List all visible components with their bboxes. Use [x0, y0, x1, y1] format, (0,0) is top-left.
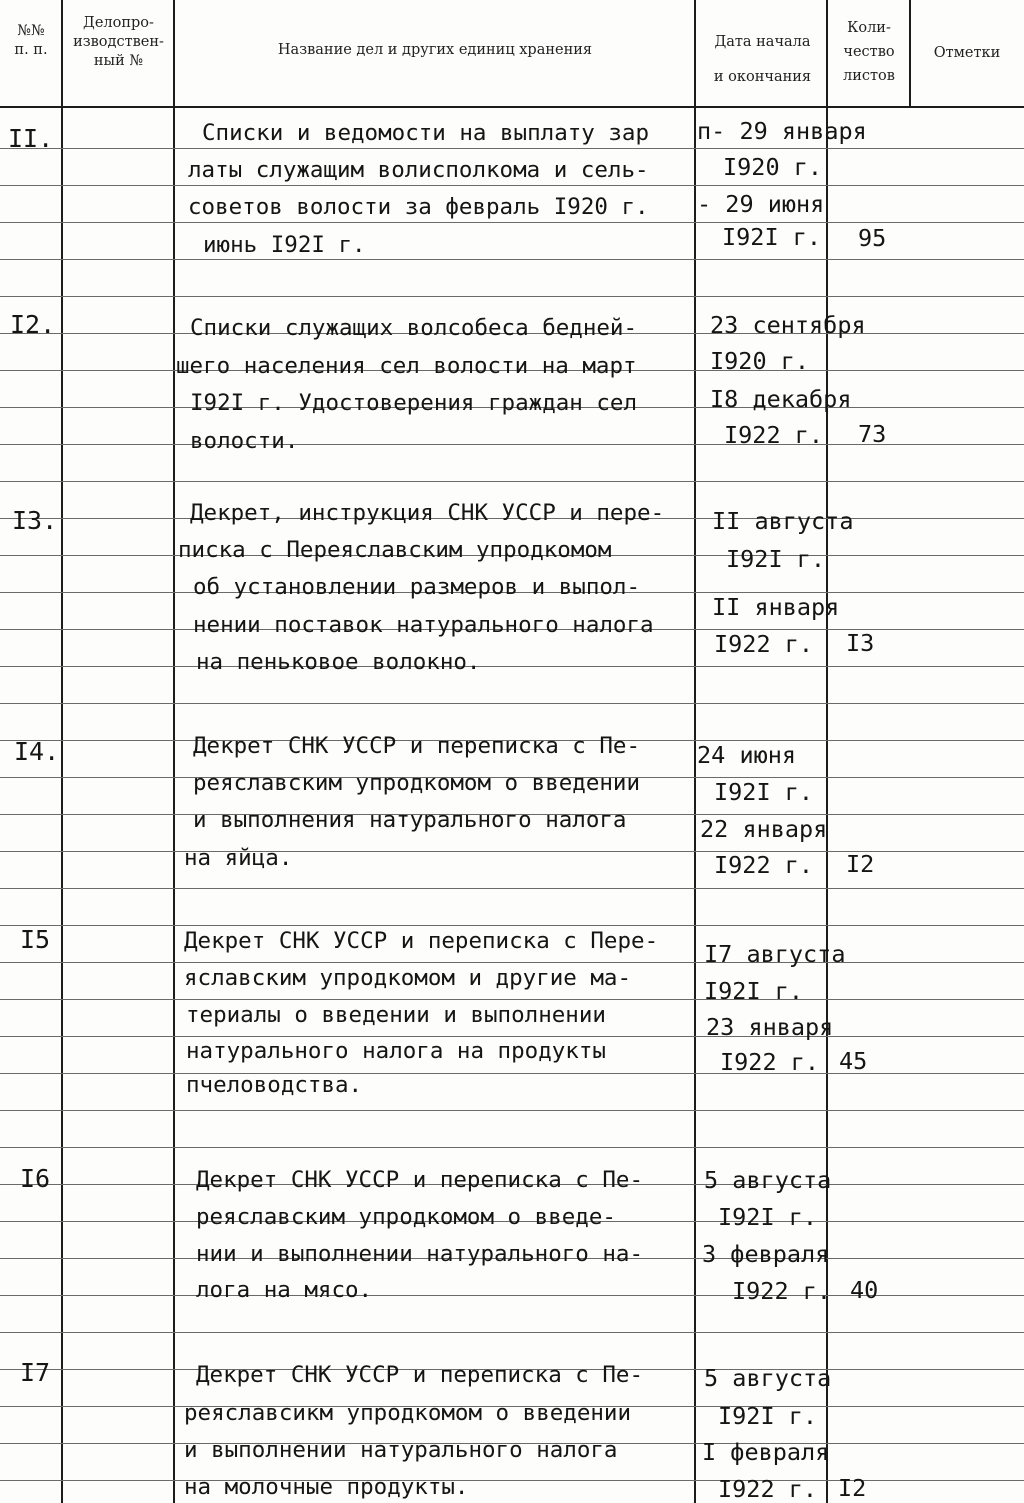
entry-date-line: I922 г.	[720, 1048, 820, 1076]
header-bottom-rule	[0, 106, 1024, 108]
entry-date-line: 23 января	[706, 1013, 834, 1041]
entry-date-line: 5 августа	[704, 1166, 832, 1194]
entry-title-line: и выполнения натурального налога	[193, 807, 627, 833]
entry-sheet-count: I3	[846, 629, 875, 657]
entry-title-line: советов волости за февраль I920 г.	[188, 194, 649, 220]
column-divider	[694, 0, 696, 1503]
entry-title-line: на молочные продукты.	[184, 1474, 469, 1500]
entry-title-line: реяславсикм упродкомом о введении	[184, 1400, 632, 1426]
entry-date-line: II января	[712, 593, 840, 621]
entry-number: II.	[8, 124, 54, 153]
entry-date-line: I8 декабря	[710, 385, 852, 413]
entry-date-line: I922 г.	[732, 1277, 832, 1305]
entry-title-line: натурального налога на продукты	[186, 1038, 606, 1064]
ruled-line	[0, 148, 1024, 149]
entry-date-line: п- 29 января	[697, 117, 867, 145]
entry-title-line: Декрет СНК УССР и переписка с Пе-	[193, 733, 641, 759]
entry-title-line: шего населения сел волости на март	[176, 353, 637, 379]
header-col-sheets-line: чество	[843, 44, 895, 60]
header-col-notes: Отметки	[933, 45, 1001, 61]
ruled-line	[0, 666, 1024, 667]
entry-title-line: об установлении размеров и выпол-	[193, 574, 641, 600]
entry-date-line: I922 г.	[718, 1475, 818, 1503]
entry-title-line: латы служащим волисполкома и сель-	[188, 157, 649, 183]
entry-title-line: териалы о введении и выполнении	[186, 1002, 606, 1028]
entry-date-line: I920 г.	[723, 153, 823, 181]
entry-date-line: I92I г.	[726, 545, 826, 573]
header-col-sheets-line: листов	[843, 68, 895, 84]
header-col-sheets	[828, 16, 910, 88]
ruled-line	[0, 481, 1024, 482]
entry-number: I3.	[12, 506, 58, 535]
entry-title-line: писка с Переяславским упродкомом	[178, 537, 612, 563]
entry-date-line: I920 г.	[710, 347, 810, 375]
entry-title-line: Декрет СНК УССР и переписка с Пе-	[196, 1362, 644, 1388]
column-divider	[909, 0, 911, 108]
entry-date-line: I922 г.	[714, 630, 814, 658]
column-divider	[61, 0, 63, 1503]
entry-title-line: на яйца.	[184, 845, 293, 871]
entry-title-line: Списки служащих волсобеса бедней-	[190, 315, 638, 341]
entry-sheet-count: 95	[858, 224, 887, 252]
entry-title-line: на пеньковое волокно.	[196, 649, 481, 675]
entry-date-line: 22 января	[700, 815, 828, 843]
entry-date-line: I92I г.	[714, 778, 814, 806]
header-col-number	[0, 22, 62, 60]
header-col-office-number	[62, 14, 175, 71]
header-col-title: Название дел и других единиц хранения	[277, 42, 593, 58]
entry-title-line: реяславским упродкомом о введении	[193, 770, 641, 796]
entry-date-line: I92I г.	[718, 1203, 818, 1231]
entry-title-line: пчеловодства.	[186, 1072, 363, 1098]
entry-title-line: лога на мясо.	[196, 1277, 373, 1303]
entry-date-line: I92I г.	[704, 977, 804, 1005]
header-col-sheets-line: Коли-	[847, 20, 891, 36]
ruled-line	[0, 185, 1024, 186]
entry-date-line: I922 г.	[714, 851, 814, 879]
entry-title-line: Декрет, инструкция СНК УССР и пере-	[190, 500, 665, 526]
entry-number: I4.	[14, 737, 60, 766]
ruled-line	[0, 1073, 1024, 1074]
entry-date-line: I февраля	[702, 1438, 830, 1466]
ruled-line	[0, 1480, 1024, 1481]
entry-sheet-count: 45	[839, 1047, 868, 1075]
entry-title-line: волости.	[190, 428, 299, 454]
entry-date-line: 5 августа	[704, 1364, 832, 1392]
entry-title-line: нении поставок натурального налога	[193, 612, 654, 638]
entry-sheet-count: 40	[850, 1276, 879, 1304]
entry-date-line: 24 июня	[697, 741, 797, 769]
entry-date-line: I92I г.	[722, 223, 822, 251]
entry-number: I6	[20, 1164, 51, 1193]
entry-title-line: и выполнении натурального налога	[184, 1437, 618, 1463]
ruled-line	[0, 222, 1024, 223]
header-col-number-line: №№	[17, 23, 45, 39]
header-col-number-line: п. п.	[14, 42, 48, 58]
entry-title-line: Декрет СНК УССР и переписка с Пере-	[184, 928, 659, 954]
entry-date-line: - 29 июня	[697, 190, 825, 218]
entry-date-line: II августа	[712, 507, 854, 535]
header-col-dates-line: Дата начала	[714, 34, 811, 50]
entry-sheet-count: 73	[858, 420, 887, 448]
entry-date-line: I7 августа	[704, 940, 846, 968]
ruled-line	[0, 259, 1024, 260]
entry-title-line: Списки и ведомости на выплату зар	[202, 120, 650, 146]
entry-number: I5	[20, 925, 51, 954]
entry-title-line: реяславским упродкомом о введе-	[196, 1204, 616, 1230]
entry-title-line: яславским упродкомом и другие ма-	[184, 965, 632, 991]
ruled-line	[0, 1147, 1024, 1148]
entry-date-line: I922 г.	[724, 421, 824, 449]
entry-title-line: нии и выполнении натурального на-	[196, 1241, 644, 1267]
entry-sheet-count: I2	[846, 850, 875, 878]
entry-date-line: I92I г.	[718, 1402, 818, 1430]
ruled-line	[0, 703, 1024, 704]
header-col-dates	[697, 25, 828, 95]
header-col-office-number-line: изводствен-	[73, 34, 164, 50]
ruled-line	[0, 1110, 1024, 1111]
entry-date-line: 23 сентября	[710, 311, 866, 339]
entry-title-line: июнь I92I г.	[203, 232, 366, 258]
header-col-dates-line: и окончания	[713, 69, 812, 85]
column-divider	[173, 0, 175, 1503]
header-col-office-number-line: Делопро-	[83, 15, 154, 31]
entry-title-line: I92I г. Удостоверения граждан сел	[190, 390, 638, 416]
header-col-office-number-line: ный №	[93, 53, 144, 69]
entry-title-line: Декрет СНК УССР и переписка с Пе-	[196, 1167, 644, 1193]
entry-number: I7	[20, 1358, 51, 1387]
entry-date-line: 3 февраля	[702, 1240, 830, 1268]
entry-sheet-count: I2	[838, 1474, 867, 1502]
entry-number: I2.	[10, 310, 56, 339]
ruled-line	[0, 296, 1024, 297]
ruled-line	[0, 888, 1024, 889]
ruled-line	[0, 1332, 1024, 1333]
